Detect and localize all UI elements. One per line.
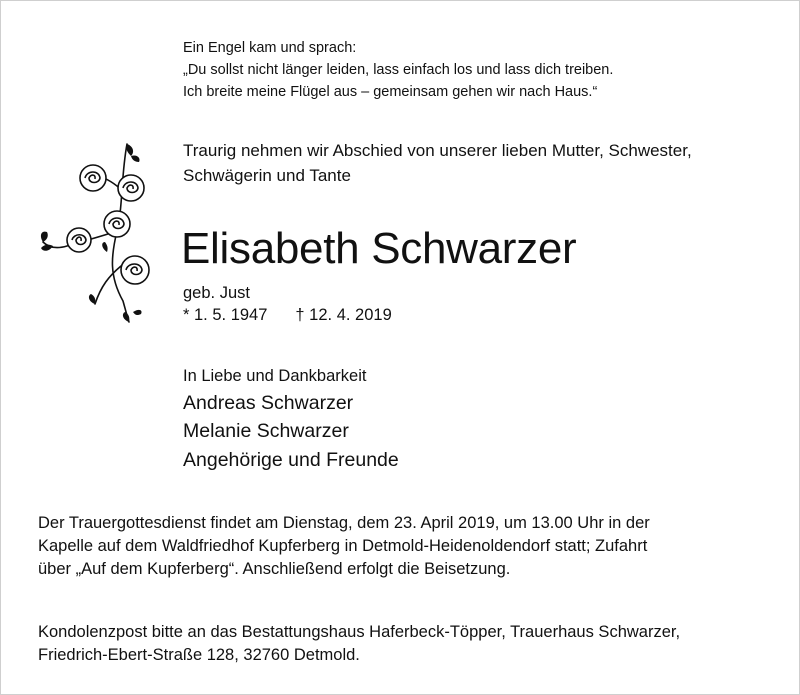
mourner-name: Andreas Schwarzer (183, 392, 354, 414)
mourner-name: Angehörige und Freunde (183, 449, 399, 471)
service-line-1: Der Trauergottesdienst findet am Dienstag, dem 23. April 2019, um 13.00 Uhr in der (38, 514, 650, 532)
death-date: † 12. 4. 2019 (295, 306, 392, 324)
condolence-line-2: Friedrich-Ebert-Straße 128, 32760 Detmold. (38, 646, 360, 664)
rose-branch-icon (37, 136, 157, 326)
quote-line-1: Ein Engel kam und sprach: (183, 40, 357, 56)
mourner-name: Melanie Schwarzer (183, 420, 349, 442)
birth-date: * 1. 5. 1947 (183, 306, 268, 324)
service-line-3: über „Auf dem Kupferberg“. Anschließend erfolgt die Beisetzung. (38, 560, 511, 578)
birth-name: geb. Just (183, 284, 250, 302)
life-dates (183, 304, 392, 326)
condolence-line-1: Kondolenzpost bitte an das Bestattungshaus Haferbeck-Töpper, Trauerhaus Schwarzer, (38, 623, 681, 641)
deceased-name: Elisabeth Schwarzer (181, 224, 577, 273)
service-line-2: Kapelle auf dem Waldfriedhof Kupferberg in Detmold-Heidenoldendorf statt; Zufahrt (38, 537, 648, 555)
quote-line-3: Ich breite meine Flügel aus – gemeinsam gehen wir nach Haus.“ (183, 84, 598, 100)
intro-line-2: Schwägerin und Tante (183, 166, 351, 185)
quote-line-2: „Du sollst nicht länger leiden, lass einfach los und lass dich treiben. (183, 62, 614, 78)
intro-line-1: Traurig nehmen wir Abschied von unserer lieben Mutter, Schwester, (183, 141, 692, 160)
mourners-intro: In Liebe und Dankbarkeit (183, 367, 367, 385)
